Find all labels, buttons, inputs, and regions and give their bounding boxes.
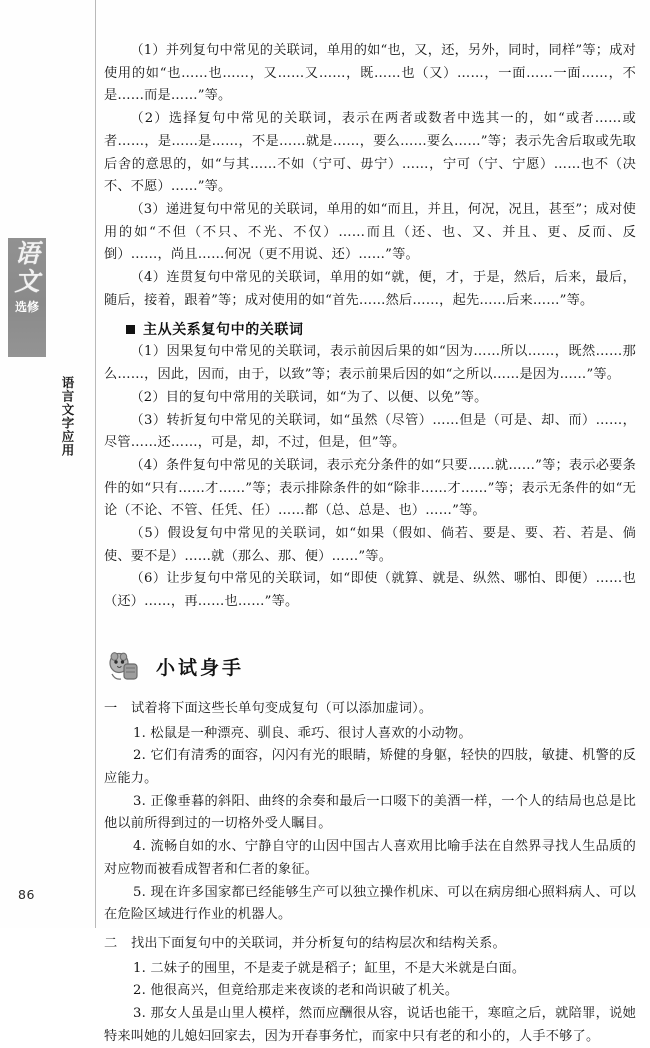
paragraph: （1）并列复句中常见的关联词，单用的如“也，又，还，另外，同时，同样”等；成对使用的如“也……也……，又……又……，既……也（又）……，一面……一面……，不是……而是……”等。 [104, 43, 636, 104]
section-heading [126, 319, 636, 339]
exercise-number: 二 [104, 935, 118, 951]
mascot-squirrel-icon [106, 650, 142, 684]
paragraph: （3）转折复句中常见的关联词，如“虽然（尽管）……但是（可是、却、而）……，尽管……还……，可是，却，不过，但是，但”等。 [104, 412, 636, 451]
list-item: 1. 二妹子的囤里，不是麦子就是稻子；缸里，不是大米就是白面。 [133, 960, 526, 976]
exercise-lead [104, 698, 636, 721]
page-content [96, 0, 650, 1044]
section-heading-label: 主从关系复句中的关联词 [143, 322, 304, 339]
exercise-heading [104, 650, 636, 684]
left-margin [0, 0, 96, 928]
exercise-title: 小试身手 [156, 657, 245, 680]
square-bullet-icon [126, 325, 135, 334]
exercise-group [104, 698, 636, 927]
brand-vertical-label: 语言文字应用 [60, 375, 75, 457]
brand-title: 语文 [14, 239, 40, 296]
list-item: 2. 他很高兴，但竟给那走来夜谈的老和尚识破了机关。 [133, 983, 459, 999]
paragraph: （4）条件复句中常见的关联词，表示充分条件的如“只要……就……”等；表示必要条件的如“只有……才……”等；表示排除条件的如“除非……才……”等；表示无条件的如“无论（不论、不管、任凭、任）……都（总、总是、也）……”等。 [104, 457, 636, 519]
list-item: 5. 现在许多国家都已经能够生产可以独立操作机床、可以在病房细心照料病人、可以在危险区域进行作业的机器人。 [104, 884, 636, 923]
list-item: 4. 流畅自如的水、宁静自守的山因中国古人喜欢用比喻手法在自然界寻找人生品质的对应物而被看成智者和仁者的象征。 [104, 839, 636, 877]
brand-subtitle: 选修 [14, 300, 39, 314]
page-number: 86 [18, 887, 35, 902]
paragraph: （5）假设复句中常见的关联词，如“如果（假如、倘若、要是、要、若、若是、倘使、要不是）……就（那么、那、便）……”等。 [104, 526, 636, 564]
paragraph: （6）让步复句中常见的关联词，如“即使（就算、就是、纵然、哪怕、即便）……也（还）……，再……也……”等。 [104, 571, 636, 610]
list-item: 2. 它们有清秀的面容，闪闪有光的眼睛，矫健的身躯，轻快的四肢，敏捷、机警的反应能力。 [104, 748, 636, 786]
paragraph: （4）连贯复句中常见的关联词，单用的如“就，便，才，于是，然后，后来，最后，随后，接着，跟着”等；成对使用的如“首先……然后……，起先……后来……”等。 [104, 270, 636, 308]
paragraph: （2）目的复句中常用的关联词，如“为了、以便、以免”等。 [130, 389, 488, 405]
exercise-lead-text: 试着将下面这些长单句变成复句（可以添加虚词）。 [131, 700, 433, 716]
list-item: 3. 正像垂暮的斜阳、曲终的余奏和最后一口啜下的美酒一样，一个人的结局也总是比他以前所得到过的一切格外受人瞩目。 [104, 793, 636, 832]
list-item: 3. 那女人虽是山里人模样，然而应酬很从容，说话也能干，寒暄之后，就陪罪，说她特来叫她的儿媳妇回家去，因为开春事务忙，而家中只有老的和小的，人手不够了。 [104, 1006, 636, 1044]
paragraph: （1）因果复句中常见的关联词，表示前因后果的如“因为……所以……，既然……那么……，因此，因而，由于，以致”等；表示前果后因的如“之所以……是因为……”等。 [104, 344, 636, 383]
exercise-lead-text: 找出下面复句中的关联词，并分析复句的结构层次和结构关系。 [131, 935, 506, 951]
exercise-group [104, 933, 636, 1048]
list-item: 1. 松鼠是一种漂亮、驯良、乖巧、很讨人喜欢的小动物。 [133, 725, 472, 741]
paragraph: （2）选择复句中常见的关联词，表示在两者或数者中选其一的，如“或者……或者……，是……是……，不是……就是……，要么……要么……”等；表示先舍后取或先取后舍的意思的，如“与其……不如（宁可、毋宁）……，宁可（宁、宁愿）……也不（决不、不愿）……”等。 [104, 111, 636, 195]
paragraph: （3）递进复句中常见的关联词，单用的如“而且，并且，何况，况且，甚至”；成对使用的如“不但（不只、不光、不仅）……而且（还、也、又、并且、更、反而、反倒）……，尚且……何况（更不用说、还）……”等。 [104, 201, 636, 263]
exercise-number: 一 [104, 700, 118, 716]
exercise-lead [104, 933, 636, 956]
brand-band [8, 238, 46, 357]
